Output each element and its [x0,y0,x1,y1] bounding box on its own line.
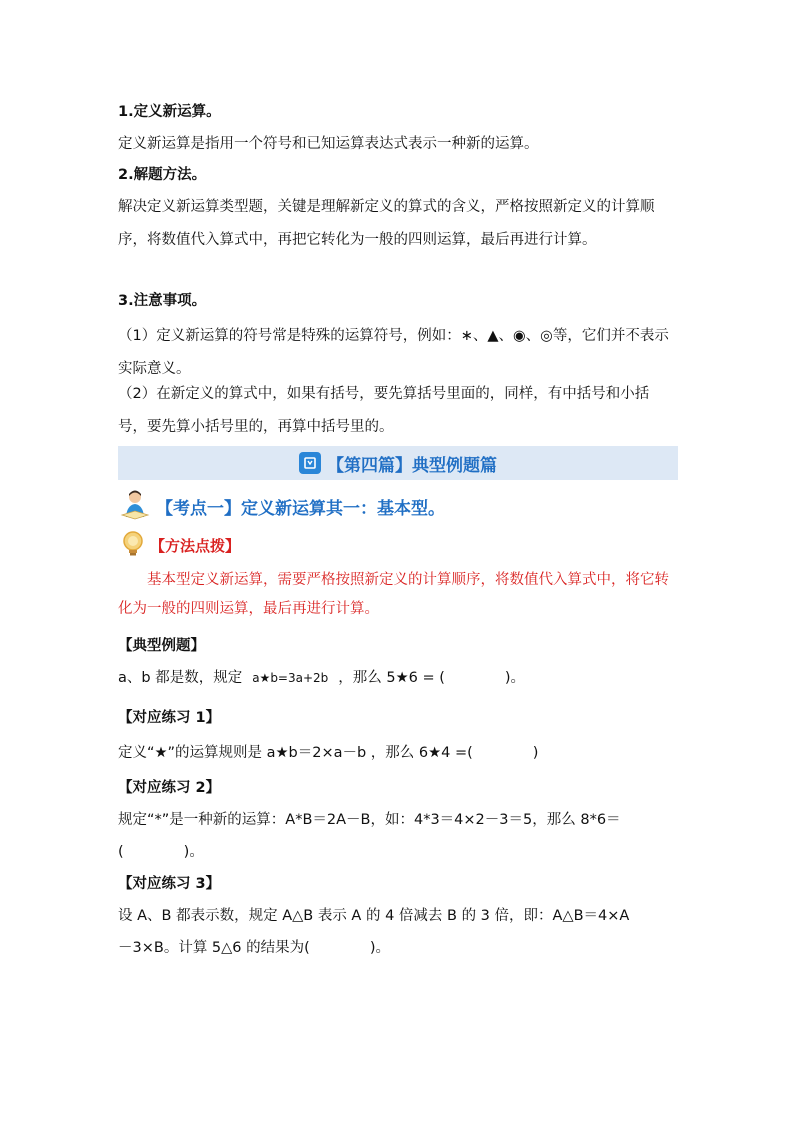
lightbulb-icon [118,528,148,562]
example-formula: a★b=3a+2b [252,671,329,685]
practice-2-open: ( [118,844,124,860]
example-prefix: a、b 都是数，规定 [118,670,243,686]
section-1-title: 1.定义新运算。 [118,104,221,120]
practice-3-prefix: －3×B。计算 5△6 的结果为( [118,940,310,956]
student-reading-icon [118,487,152,525]
example-suffix: ，那么 5★6 = ( [338,670,445,686]
example-question [118,662,678,695]
example-close: )。 [504,670,526,686]
practice-3-close: )。 [369,940,390,956]
practice-1-close: ) [532,745,539,761]
bookmark-icon [299,452,321,474]
section-3-item-1: （1）定义新运算的符号常是特殊的运算符号，例如：∗、▲、◉、◎等，它们并不表示实际意义。 [118,328,669,377]
practice-2-title: 【对应练习 2】 [118,780,221,796]
method-text: 基本型定义新运算，需要严格按照新定义的计算顺序，将数值代入算式中，将它转化为一般的四则运算，最后再进行计算。 [118,572,669,617]
practice-3-line-1: 设 A、B 都表示数，规定 A△B 表示 A 的 4 倍减去 B 的 3 倍，即：A△B＝4×A [118,908,630,924]
practice-2-line-1: 规定“*”是一种新的运算：A*B＝2A－B，如：4*3＝4×2－3＝5，那么 8*6＝ [118,812,621,828]
practice-3-line-2 [118,932,678,965]
kaodian-title: 【考点一】定义新运算其一：基本型。 [156,498,445,519]
kaodian-header [118,488,678,524]
section-3-item-2: （2）在新定义的算式中，如果有括号，要先算括号里面的，同样，有中括号和小括号，要先算小括号里的，再算中括号里的。 [118,386,650,435]
section-banner [118,446,678,480]
section-1-text: 定义新运算是指用一个符号和已知运算表达式表示一种新的运算。 [118,136,539,152]
method-title: 【方法点拨】 [150,536,241,555]
practice-2-close: )。 [183,844,204,860]
banner-title: 【第四篇】典型例题篇 [327,455,497,476]
practice-1-question [118,737,678,770]
section-2-text: 解决定义新运算类型题，关键是理解新定义的算式的含义，严格按照新定义的计算顺序，将数值代入算式中，再把它转化为一般的四则运算，最后再进行计算。 [118,199,655,248]
example-title: 【典型例题】 [118,638,205,654]
section-2-title: 2.解题方法。 [118,167,207,183]
practice-2-line-2 [118,836,678,869]
practice-1-prefix: 定义“★”的运算规则是 a★b＝2×a－b ，那么 6★4 =( [118,745,473,761]
method-header [118,528,418,562]
practice-3-title: 【对应练习 3】 [118,876,221,892]
section-3-title: 3.注意事项。 [118,293,207,309]
practice-1-title: 【对应练习 1】 [118,710,221,726]
